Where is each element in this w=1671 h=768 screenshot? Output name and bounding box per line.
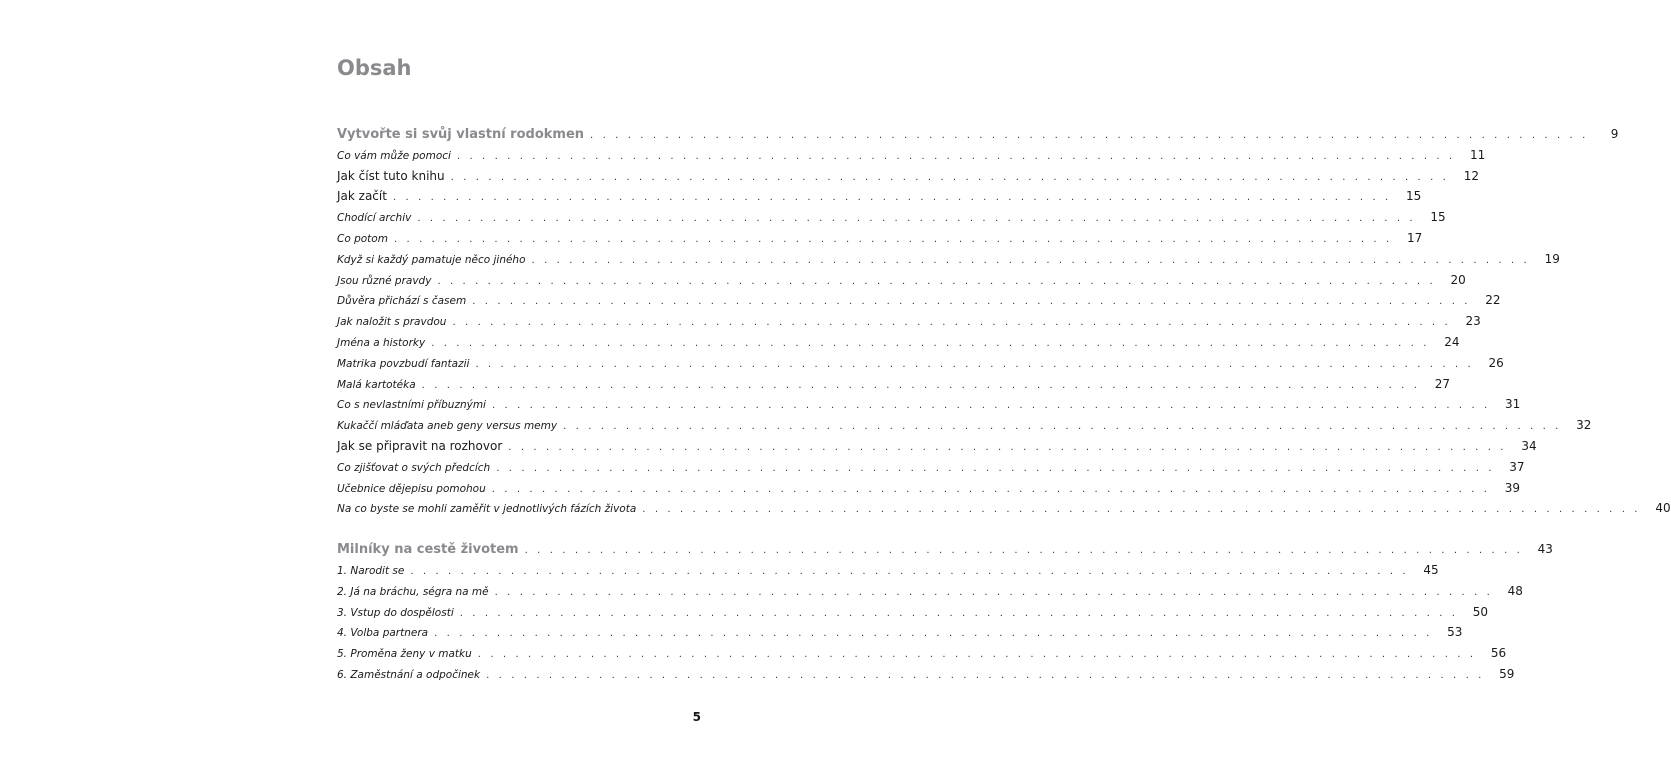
toc-entry xyxy=(337,602,1489,623)
toc-entry xyxy=(337,643,1507,664)
toc-entry xyxy=(337,145,1486,166)
toc-entry-page: 22 xyxy=(1485,293,1501,308)
toc-entry-label: 2. Já na bráchu, ségra na mě xyxy=(337,585,489,598)
toc-entry-page: 48 xyxy=(1507,583,1523,598)
toc-entry-page: 31 xyxy=(1505,397,1521,412)
toc-entry-page: 24 xyxy=(1444,334,1460,349)
page-number: 5 xyxy=(692,710,701,724)
dot-leader: . . . . . . . . . . . . . . . . . . . . . . . . . . . . . . . . . . . . . . . . . . . . . . . . . . . . . . . . . . . . . . . . . . . . . . . . . . . . . . . . xyxy=(393,233,1393,245)
toc-entry-page: 32 xyxy=(1576,418,1592,433)
dot-leader: . . . . . . . . . . . . . . . . . . . . . . . . . . . . . . . . . . . . . . . . . . . . . . . . . . . . . . . . . . . . . . . . . . . . . . . . . . . . . . . . xyxy=(459,607,1459,619)
toc-entry-label: Chodící archiv xyxy=(337,212,412,225)
toc-entry xyxy=(337,353,1504,374)
toc-entry-page: 59 xyxy=(1499,666,1515,681)
dot-leader: . . . . . . . . . . . . . . . . . . . . . . . . . . . . . . . . . . . . . . . . . . . . . . . . . . . . . . . . . . . . . . . . . . . . . . . . . . . . . . . . xyxy=(450,171,1449,183)
toc-entry-label: Malá kartotéka xyxy=(337,378,416,391)
dot-leader: . . . . . . . . . . . . . . . . . . . . . . . . . . . . . . . . . . . . . . . . . . . . . . . . . . . . . . . . . . . . . . . . . . . . . . . . . . . . . . . . xyxy=(452,317,1451,329)
toc-entry-page: 20 xyxy=(1450,272,1466,287)
toc-entry xyxy=(337,478,1521,499)
section-spacer xyxy=(337,519,702,539)
toc-entry-label: 6. Zaměstnání a odpočinek xyxy=(337,668,481,681)
toc-entry-page: 43 xyxy=(1537,542,1553,557)
toc-entry xyxy=(337,622,1463,643)
toc-entry xyxy=(337,581,1523,602)
dot-leader: . . . . . . . . . . . . . . . . . . . . . . . . . . . . . . . . . . . . . . . . . . . . . . . . . . . . . . . . . . . . . . . . . . . . . . . . . . . . . . . . xyxy=(421,379,1420,391)
toc-entry xyxy=(337,457,1525,478)
toc-entry-page: 26 xyxy=(1488,355,1504,370)
toc-entry xyxy=(337,311,1481,332)
toc-entry-label: Když si každý pamatuje něco jiného xyxy=(337,253,526,266)
toc-entry-page: 23 xyxy=(1465,314,1481,329)
toc-entry-label: Kukaččí mláďata aneb geny versus memy xyxy=(337,420,558,433)
toc-entry-page: 9 xyxy=(1610,127,1619,141)
dot-leader: . . . . . . . . . . . . . . . . . . . . . . . . . . . . . . . . . . . . . . . . . . . . . . . . . . . . . . . . . . . . . . . . . . . . . . . . . . . . . . . . xyxy=(494,586,1493,598)
toc-entry-label: Jak začít xyxy=(337,189,387,204)
toc-entry xyxy=(337,374,1450,395)
dot-leader: . . . . . . . . . . . . . . . . . . . . . . . . . . . . . . . . . . . . . . . . . . . . . . . . . . . . . . . . . . . . . . . . . . . . . . . . . . . . . . . . xyxy=(434,628,1433,640)
toc-entry-page: 15 xyxy=(1406,189,1422,204)
page-title: Obsah xyxy=(337,56,412,80)
toc-entry-page: 15 xyxy=(1430,210,1446,225)
toc-entry-label: Jak číst tuto knihu xyxy=(337,168,445,183)
toc-entry-page: 53 xyxy=(1447,625,1463,640)
dot-leader: . . . . . . . . . . . . . . . . . . . . . . . . . . . . . . . . . . . . . . . . . . . . . . . . . . . . . . . . . . . . . . . . . . . . . . . . . . . . . . . . xyxy=(410,565,1409,577)
dot-leader: . . . . . . . . . . . . . . . . . . . . . . . . . . . . . . . . . . . . . . . . . . . . . . . . . . . . . . . . . . . . . . . . . . . . . . . . . . . . . . . . xyxy=(456,150,1456,162)
dot-leader: . . . . . . . . . . . . . . . . . . . . . . . . . . . . . . . . . . . . . . . . . . . . . . . . . . . . . . . . . . . . . . . . . . . . . . . . . . . . . . . . xyxy=(417,213,1416,225)
toc-entry xyxy=(337,207,1446,228)
toc-entry-label: 5. Proměna ženy v matku xyxy=(337,648,472,661)
dot-leader: . . . . . . . . . . . . . . . . . . . . . . . . . . . . . . . . . . . . . . . . . . . . . . . . . . . . . . . . . . . . . . . . . . . . . . . . . . . . . . . . xyxy=(491,400,1491,412)
toc-entry-page: 17 xyxy=(1407,230,1423,245)
dot-leader: . . . . . . . . . . . . . . . . . . . . . . . . . . . . . . . . . . . . . . . . . . . . . . . . . . . . . . . . . . . . . . . . . . . . . . . . . . . . . . . . xyxy=(531,254,1530,266)
toc-entry-page: 27 xyxy=(1434,376,1450,391)
toc-section-heading xyxy=(337,539,1553,560)
toc-entry-label: Matrika povzbudí fantazii xyxy=(337,357,470,370)
dot-leader: . . . . . . . . . . . . . . . . . . . . . . . . . . . . . . . . . . . . . . . . . . . . . . . . . . . . . . . . . . . . . . . . . . . . . . . . . . . . . . . . xyxy=(437,275,1436,287)
toc-entry-page: 45 xyxy=(1423,562,1439,577)
toc-entry xyxy=(337,498,1671,519)
toc-entry-label: 3. Vstup do dospělosti xyxy=(337,606,454,619)
toc-entry-page: 19 xyxy=(1544,251,1560,266)
dot-leader: . . . . . . . . . . . . . . . . . . . . . . . . . . . . . . . . . . . . . . . . . . . . . . . . . . . . . . . . . . . . . . . . . . . . . . . . . . . . . . . . xyxy=(508,441,1507,453)
toc-entry-label: Učebnice dějepisu pomohou xyxy=(337,482,486,495)
dot-leader: . . . . . . . . . . . . . . . . . . . . . . . . . . . . . . . . . . . . . . . . . . . . . . . . . . . . . . . . . . . . . . . . . . . . . . . . . . . . . . . . xyxy=(477,649,1477,661)
toc-entry-page: 39 xyxy=(1504,480,1521,495)
toc-entry-page: 11 xyxy=(1469,147,1486,162)
dot-leader: . . . . . . . . . . . . . . . . . . . . . . . . . . . . . . . . . . . . . . . . . . . . . . . . . . . . . . . . . . . . . . . . . . . . . . . . . . . . . . . . xyxy=(486,669,1485,681)
toc-entry-label: Milníky na cestě životem xyxy=(337,542,519,558)
dot-leader: . . . . . . . . . . . . . . . . . . . . . . . . . . . . . . . . . . . . . . . . . . . . . . . . . . . . . . . . . . . . . . . . . . . . . . . . . . . . . . . . xyxy=(475,358,1474,370)
toc-entry-label: Co vám může pomoci xyxy=(337,149,451,162)
toc-entry-label: Co potom xyxy=(337,232,388,245)
table-of-contents xyxy=(337,124,1671,685)
toc-section-heading xyxy=(337,124,1619,145)
toc-entry-page: 56 xyxy=(1490,646,1507,661)
toc-entry-page: 50 xyxy=(1472,604,1489,619)
dot-leader: . . . . . . . . . . . . . . . . . . . . . . . . . . . . . . . . . . . . . . . . . . . . . . . . . . . . . . . . . . . . . . . . . . . . . . . . . . . . . . . . xyxy=(472,296,1471,308)
toc-entry-page: 40 xyxy=(1655,501,1671,516)
toc-entry xyxy=(337,332,1460,353)
toc-entry-label: Jména a historky xyxy=(337,336,426,349)
toc-entry xyxy=(337,249,1560,270)
toc-entry-label: Jsou různé pravdy xyxy=(337,274,432,287)
toc-entry-page: 34 xyxy=(1521,438,1537,453)
toc-entry xyxy=(337,166,1479,187)
toc-entry-label: 4. Volba partnera xyxy=(337,627,429,640)
book-page xyxy=(337,0,1671,768)
toc-entry-label: Co zjišťovat o svých předcích xyxy=(337,461,491,474)
dot-leader: . . . . . . . . . . . . . . . . . . . . . . . . . . . . . . . . . . . . . . . . . . . . . . . . . . . . . . . . . . . . . . . . . . . . . . . . . . . . . . . . xyxy=(590,130,1589,141)
toc-entry-label: 1. Narodit se xyxy=(337,564,405,577)
dot-leader: . . . . . . . . . . . . . . . . . . . . . . . . . . . . . . . . . . . . . . . . . . . . . . . . . . . . . . . . . . . . . . . . . . . . . . . . . . . . . . . . xyxy=(392,192,1392,204)
dot-leader: . . . . . . . . . . . . . . . . . . . . . . . . . . . . . . . . . . . . . . . . . . . . . . . . . . . . . . . . . . . . . . . . . . . . . . . . . . . . . . . . xyxy=(431,337,1430,349)
toc-entry-label: Jak se připravit na rozhovor xyxy=(337,438,503,453)
dot-leader: . . . . . . . . . . . . . . . . . . . . . . . . . . . . . . . . . . . . . . . . . . . . . . . . . . . . . . . . . . . . . . . . . . . . . . . . . . . . . . . . xyxy=(491,483,1491,495)
toc-entry-page: 12 xyxy=(1463,168,1479,183)
toc-entry-label: Důvěra přichází s časem xyxy=(337,295,467,308)
toc-entry xyxy=(337,560,1439,581)
toc-entry-label: Co s nevlastními příbuznými xyxy=(337,399,486,412)
toc-entry xyxy=(337,228,1423,249)
dot-leader: . . . . . . . . . . . . . . . . . . . . . . . . . . . . . . . . . . . . . . . . . . . . . . . . . . . . . . . . . . . . . . . . . . . . . . . . . . . . . . . . xyxy=(563,421,1562,433)
toc-entry-label: Jak naložit s pravdou xyxy=(337,316,447,329)
dot-leader: . . . . . . . . . . . . . . . . . . . . . . . . . . . . . . . . . . . . . . . . . . . . . . . . . . . . . . . . . . . . . . . . . . . . . . . . . . . . . . . . xyxy=(496,462,1495,474)
toc-entry-label: Na co byste se mohli zaměřit v jednotlivých fázích života xyxy=(337,503,637,516)
toc-entry xyxy=(337,436,1537,457)
dot-leader: . . . . . . . . . . . . . . . . . . . . . . . . . . . . . . . . . . . . . . . . . . . . . . . . . . . . . . . . . . . . . . . . . . . . . . . . . . . . . . . . xyxy=(642,504,1641,516)
toc-entry xyxy=(337,415,1592,436)
toc-entry xyxy=(337,186,1422,207)
toc-entry-label: Vytvořte si svůj vlastní rodokmen xyxy=(337,127,585,142)
toc-entry xyxy=(337,394,1521,415)
toc-entry xyxy=(337,270,1466,291)
toc-entry-page: 37 xyxy=(1509,459,1525,474)
toc-entry xyxy=(337,664,1515,685)
dot-leader: . . . . . . . . . . . . . . . . . . . . . . . . . . . . . . . . . . . . . . . . . . . . . . . . . . . . . . . . . . . . . . . . . . . . . . . . . . . . . . . . xyxy=(524,545,1523,557)
toc-entry xyxy=(337,290,1501,311)
